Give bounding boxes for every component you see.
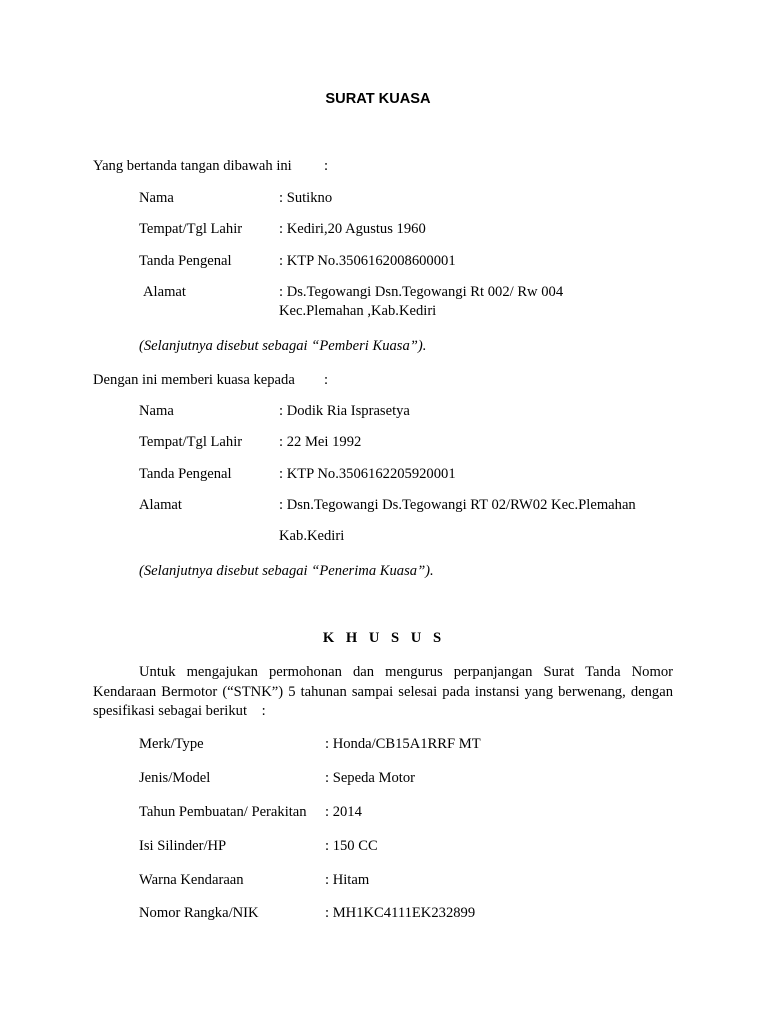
grantor-id-value: : KTP No.3506162008600001 [279, 253, 456, 269]
grantor-birth-label: Tempat/Tgl Lahir [139, 221, 243, 237]
vehicle-cylinder-label: Isi Silinder/HP [139, 838, 227, 854]
vehicle-color-label: Warna Kendaraan [139, 872, 244, 888]
vehicle-brand-label: Merk/Type [139, 736, 204, 752]
grantee-address-line2: Kab.Kediri [279, 528, 345, 544]
grantee-intro-colon: : [324, 372, 329, 388]
document-title: SURAT KUASA [325, 91, 431, 107]
grantee-birth-label: Tempat/Tgl Lahir [139, 434, 243, 450]
vehicle-model-label: Jenis/Model [139, 770, 211, 786]
grantor-intro-colon: : [324, 158, 329, 174]
grantee-address-line1: : Dsn.Tegowangi Ds.Tegowangi RT 02/RW02 Kec.Plemahan [279, 497, 636, 513]
grantor-birth-value: : Kediri,20 Agustus 1960 [279, 221, 426, 237]
vehicle-year-label: Tahun Pembuatan/ Perakitan [139, 804, 307, 820]
purpose-paragraph: Untuk mengajukan permohonan dan mengurus perpanjangan Surat Tanda Nomor Kendaraan Bermotor (“STNK”) 5 tahunan sampai selesai pada instansi yang berwenang, dengan spesifikasi sebagai berikut : [93, 664, 673, 719]
vehicle-color-value: : Hitam [325, 872, 370, 888]
grantor-id-label: Tanda Pengenal [139, 253, 232, 269]
grantee-intro: Dengan ini memberi kuasa kepada [93, 372, 295, 388]
vehicle-frame-value: : MH1KC4111EK232899 [325, 905, 476, 921]
grantee-id-label: Tanda Pengenal [139, 466, 232, 482]
grantee-birth-value: : 22 Mei 1992 [279, 434, 362, 450]
grantor-note: (Selanjutnya disebut sebagai “Pemberi Kuasa”). [139, 338, 427, 354]
grantor-intro: Yang bertanda tangan dibawah ini [93, 158, 292, 174]
grantor-address-line1: : Ds.Tegowangi Dsn.Tegowangi Rt 002/ Rw 004 [279, 284, 564, 300]
vehicle-model-value: : Sepeda Motor [325, 770, 415, 786]
grantor-name-label: Nama [139, 190, 174, 206]
section-heading: K H U S U S [322, 630, 446, 646]
grantor-name-value: : Sutikno [279, 190, 333, 206]
vehicle-cylinder-value: : 150 CC [325, 838, 378, 854]
grantee-name-value: : Dodik Ria Isprasetya [279, 403, 410, 419]
vehicle-brand-value: : Honda/CB15A1RRF MT [325, 736, 481, 752]
grantor-address-line2: Kec.Plemahan ,Kab.Kediri [279, 303, 437, 319]
vehicle-year-value: : 2014 [325, 804, 362, 820]
grantee-note: (Selanjutnya disebut sebagai “Penerima Kuasa”). [139, 563, 434, 579]
grantee-address-label: Alamat [139, 497, 182, 513]
grantee-id-value: : KTP No.3506162205920001 [279, 466, 456, 482]
grantee-name-label: Nama [139, 403, 174, 419]
vehicle-frame-label: Nomor Rangka/NIK [139, 905, 259, 921]
grantor-address-label: Alamat [143, 284, 186, 300]
